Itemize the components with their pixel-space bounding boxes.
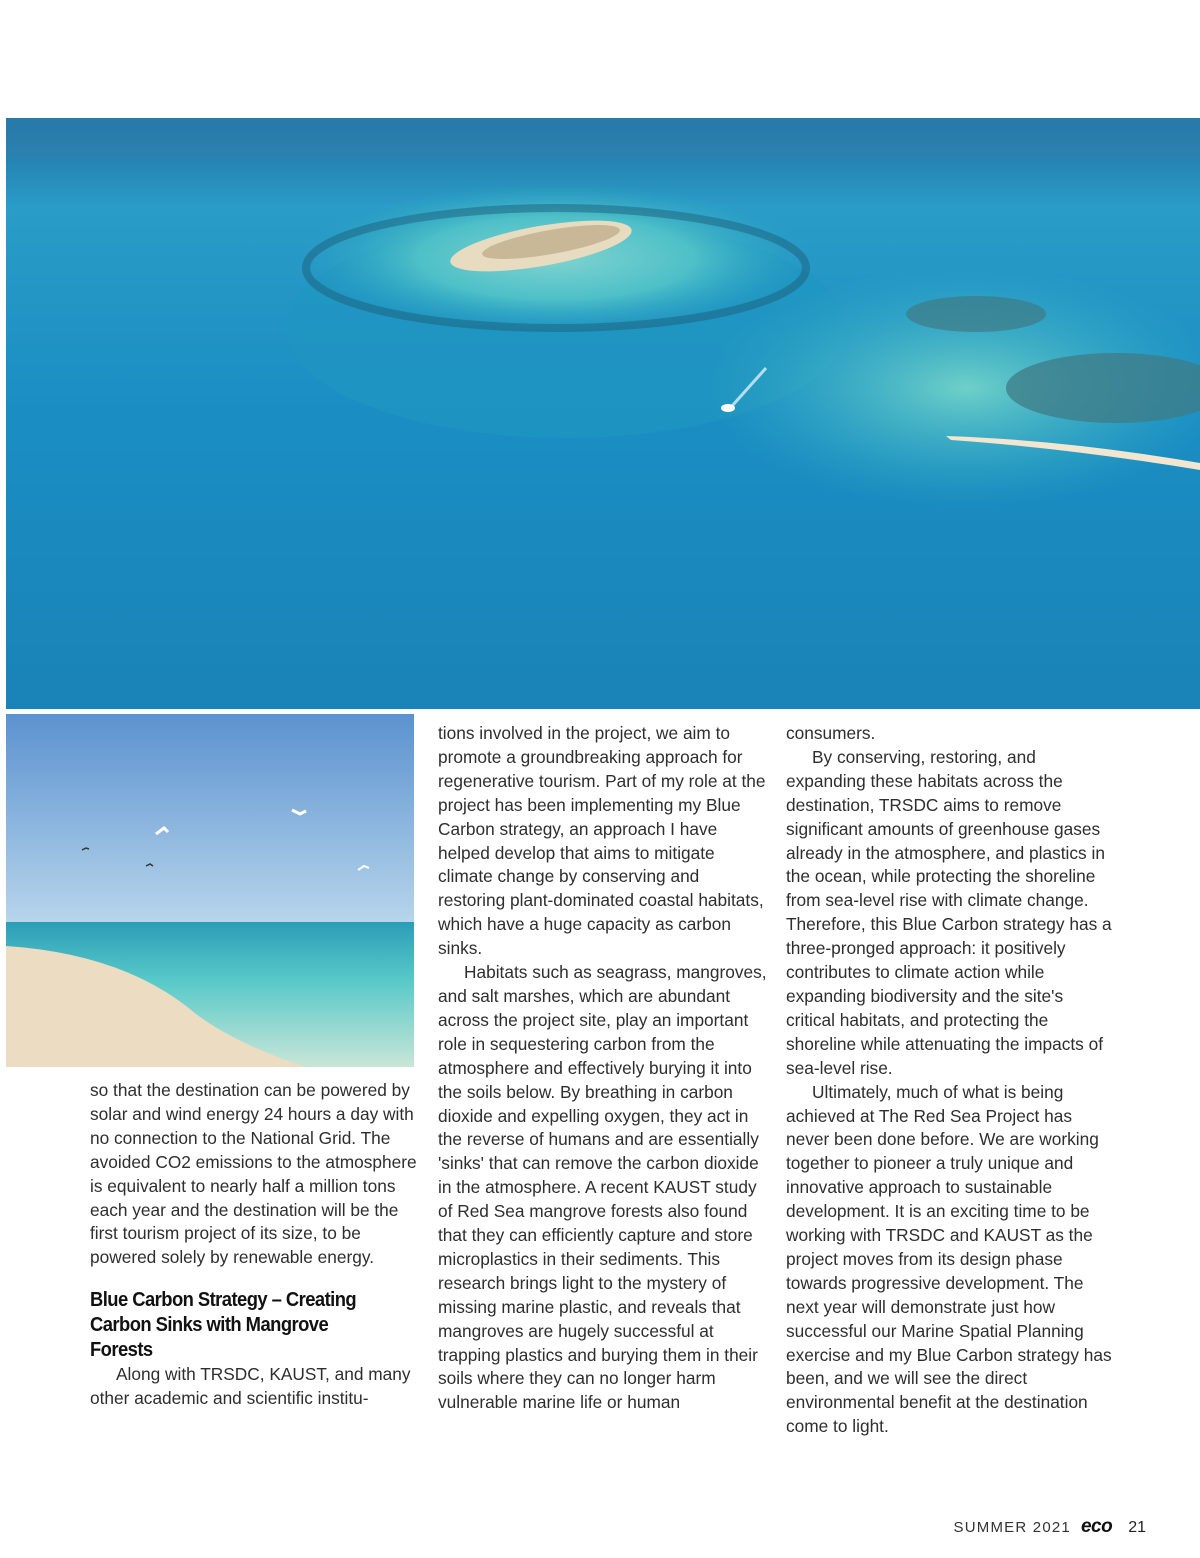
paragraph: Habitats such as seagrass, mangroves, and salt marshes, which are abundant across the project site, play an important role in sequestering carbon from the atmosphere and effectively burying it into the soils below. By breathing in carbon dioxide and expelling oxygen, they act in the reverse of humans and are essentially 'sinks' that can remove the carbon dioxide in the atmosphere. A recent KAUST study of Red Sea mangrove forests also found that they can efficiently capture and store microplastics in their sediments. This research brings light to the mystery of missing marine plastic, and reveals that mangroves are hugely successful at trapping plastics and burying them in their soils where they can no longer harm vulnerable marine life or human — [438, 962, 767, 1413]
beach-illustration — [6, 714, 414, 1067]
paragraph: Ultimately, much of what is being achieved at The Red Sea Project has never been done before. We are working together to pioneer a truly unique and innovative approach to sustainable development. It is an exciting time to be working with TRSDC and KAUST as the project moves from its design phase towards progressive development. The next year will demonstrate just how successful our Marine Spatial Planning exercise and my Blue Carbon strategy has been, and we will see the direct environmental benefit at the destination come to light. — [786, 1081, 1112, 1437]
paragraph: Along with TRSDC, KAUST, and many other academic and scientific institu- — [90, 1364, 411, 1409]
beach-photo — [6, 714, 414, 1067]
section-heading: Blue Carbon Strategy – Creating Carbon Sinks with Mangrove Forests — [90, 1289, 357, 1362]
paragraph: tions involved in the project, we aim to promote a groundbreaking approach for regenerative tourism. Part of my role at the project has been implementing my Blue Carbon strategy, an approach I have helped develop that aims to mitigate climate change by conserving and restoring plant-dominated coastal habitats, which have a huge capacity as carbon sinks. — [438, 723, 766, 959]
paragraph: consumers. — [786, 723, 876, 743]
page-footer — [954, 1516, 1146, 1538]
text-column-1 — [90, 1079, 420, 1411]
text-column-3 — [786, 722, 1116, 1439]
page-number: 21 — [1128, 1519, 1146, 1536]
text-column-2 — [438, 722, 768, 1415]
aerial-sea-illustration — [6, 118, 1200, 709]
paragraph: By conserving, restoring, and expanding these habitats across the destination, TRSDC aims to remove significant amounts of greenhouse gases already in the atmosphere, and plastics in the ocean, while protecting the shoreline from sea-level rise with climate change. Therefore, this Blue Carbon strategy has a three-pronged approach: it positively contributes to climate action while expanding biodiversity and the site's critical habitats, and protecting the shoreline while attenuating the impacts of sea-level rise. — [786, 746, 1112, 1078]
hero-aerial-photo — [6, 118, 1200, 709]
magazine-logo: eco — [1080, 1516, 1113, 1537]
paragraph: so that the destination can be powered by solar and wind energy 24 hours a day with no connection to the National Grid. The avoided CO2 emissions to the atmosphere is equivalent to nearly half a million tons each year and the destination will be the first tourism project of its size, to be powered solely by renewable energy. — [90, 1080, 417, 1268]
issue-season: SUMMER 2021 — [953, 1519, 1071, 1536]
